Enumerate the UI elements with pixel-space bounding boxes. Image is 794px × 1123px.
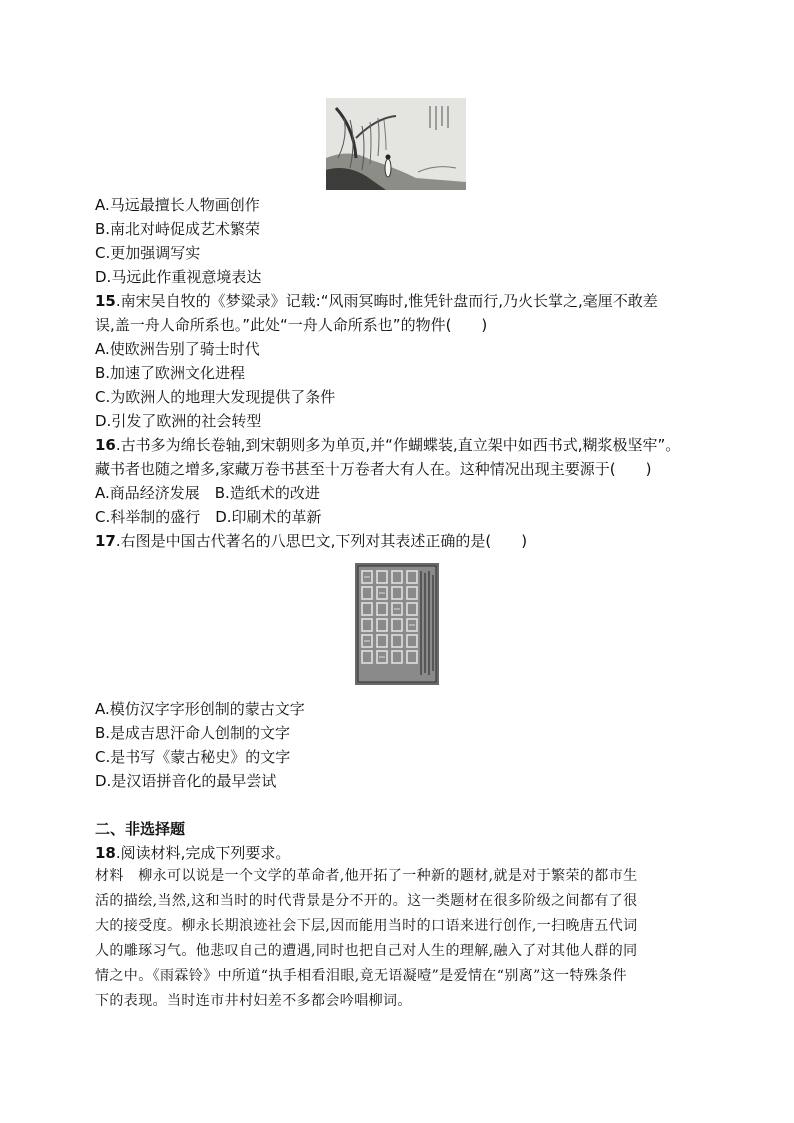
q16-stem-line1 (95, 434, 680, 456)
q15-option-a: A.使欧洲告别了骑士时代 (95, 340, 260, 358)
landscape-painting-icon (326, 98, 466, 190)
q14-option-a: A.马远最擅长人物画创作 (95, 196, 260, 214)
q18-stem (95, 842, 290, 864)
q16-stem-text1: .古书多为绵长卷轴,到宋朝则多为单页,并“作蝴蝶装,直立架中如西书式,糊浆极坚牢”。 (115, 436, 681, 454)
q15-stem-text1: .南宋吴自牧的《梦粱录》记载:“风雨冥晦时,惟凭针盘而行,乃火长掌之,毫厘不敢差 (115, 292, 658, 310)
q18-material-line3: 大的接受度。柳永长期浪迹社会下层,因而能用当时的口语来进行创作,一扫晚唐五代词 (95, 918, 638, 934)
q16-stem-line2: 藏书者也随之增多,家藏万卷书甚至十万卷者大有人在。这种情况出现主要源于( ) (95, 460, 652, 478)
q14-option-b: B.南北对峙促成艺术繁荣 (95, 220, 261, 238)
q18-material-line2: 活的描绘,当然,这和当时的时代背景是分不开的。这一类题材在很多阶级之间都有了很 (95, 893, 638, 909)
q14-option-d: D.马远此作重视意境表达 (95, 268, 262, 286)
q18-stem-text: .阅读材料,完成下列要求。 (115, 844, 291, 862)
q17-stem-text: .右图是中国古代著名的八思巴文,下列对其表述正确的是( ) (115, 532, 528, 550)
q18-material-line6: 下的表现。当时连市井村妇差不多都会吟唱柳词。 (95, 993, 412, 1009)
q18-material-line1: 材料 柳永可以说是一个文学的革命者,他开拓了一种新的题材,就是对于繁荣的都市生 (95, 868, 638, 884)
q16-number: 16 (95, 436, 116, 454)
q17-stem (95, 530, 527, 552)
q15-option-c: C.为欧洲人的地理大发现提供了条件 (95, 388, 336, 406)
landscape-painting-image (326, 98, 466, 190)
q14-option-c: C.更加强调写实 (95, 244, 201, 262)
q17-option-c: C.是书写《蒙古秘史》的文字 (95, 748, 291, 766)
q15-stem-line1 (95, 290, 658, 312)
q18-material-line4: 人的雕琢习气。他悲叹自己的遭遇,同时也把自己对人生的理解,融入了对其他人群的同 (95, 943, 638, 959)
q17-option-d: D.是汉语拼音化的最早尝试 (95, 772, 277, 790)
phags-pa-script-image (355, 563, 439, 685)
q15-option-d: D.引发了欧洲的社会转型 (95, 412, 262, 430)
q15-stem-line2: 误,盖一舟人命所系也。”此处“一舟人命所系也”的物件( ) (95, 316, 488, 334)
q17-option-b: B.是成吉思汗命人创制的文字 (95, 724, 291, 742)
q15-option-b: B.加速了欧洲文化进程 (95, 364, 246, 382)
phags-pa-script-icon (355, 563, 439, 685)
q18-material-line5: 情之中。《雨霖铃》中所道“执手相看泪眼,竟无语凝噎”是爱情在“别离”这一特殊条件 (95, 968, 628, 984)
q17-option-a: A.模仿汉字字形创制的蒙古文字 (95, 700, 305, 718)
section-2-title: 二、非选择题 (95, 820, 186, 838)
q18-material (95, 864, 705, 1014)
q18-number: 18 (95, 844, 116, 862)
q15-number: 15 (95, 292, 116, 310)
q16-options-line2: C.科举制的盛行 D.印刷术的革新 (95, 508, 322, 526)
q16-options-line1: A.商品经济发展 B.造纸术的改进 (95, 484, 320, 502)
q17-number: 17 (95, 532, 116, 550)
